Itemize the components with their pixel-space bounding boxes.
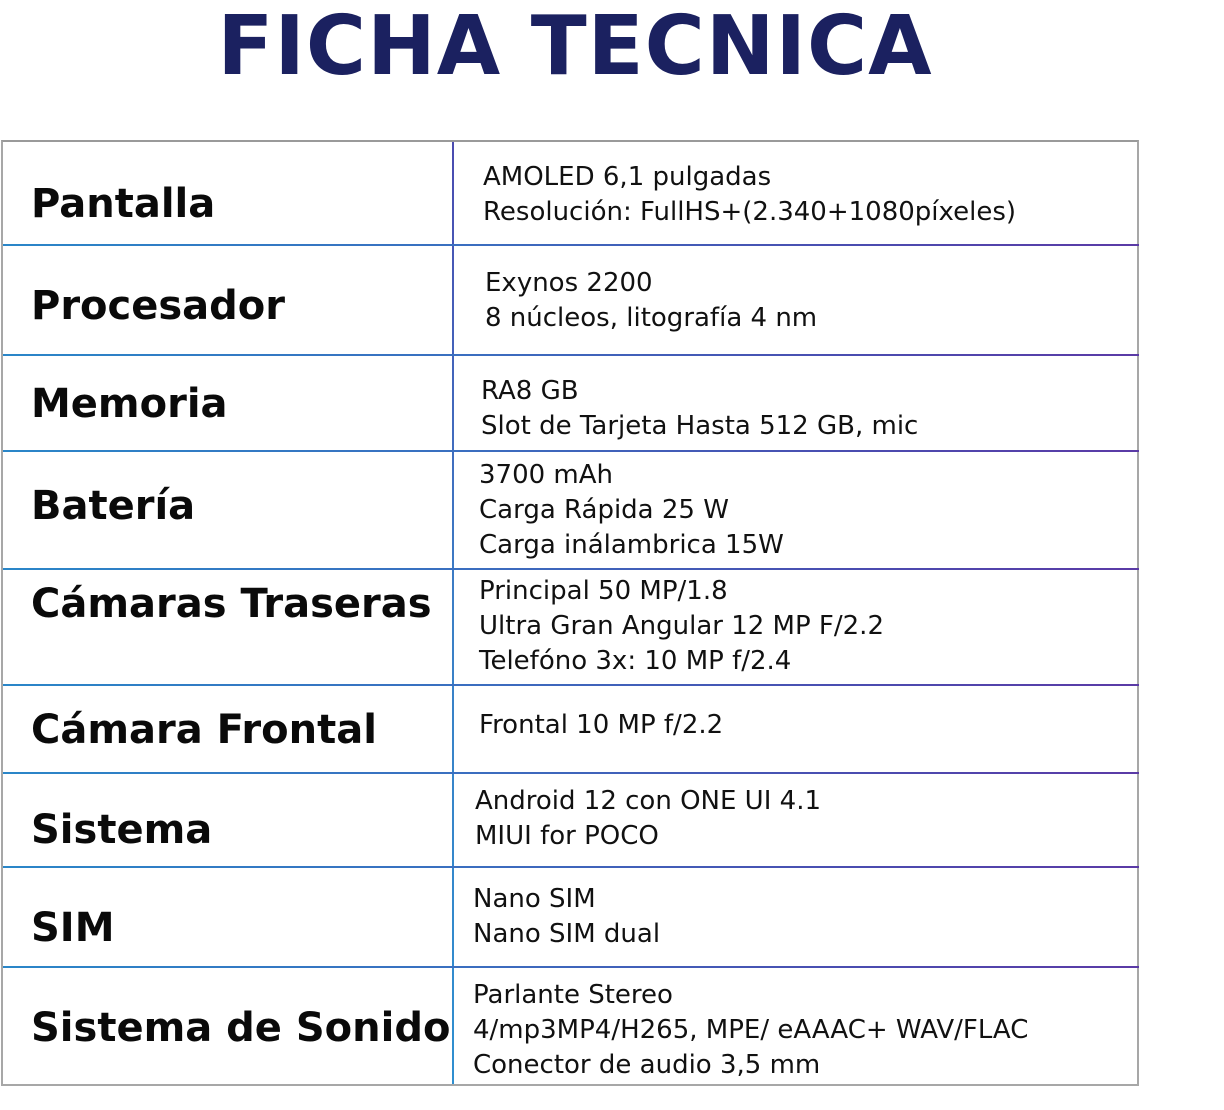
spec-value: Telefóno 3x: 10 MP f/2.4 — [479, 646, 792, 676]
spec-row-pantalla — [3, 142, 1139, 244]
spec-row-bateria — [3, 450, 1139, 568]
spec-values — [475, 784, 821, 854]
page-title: FICHA TECNICA — [217, 0, 933, 94]
spec-row-camara-frontal — [3, 684, 1139, 772]
spec-values — [479, 458, 784, 563]
spec-value: Nano SIM dual — [473, 919, 661, 949]
spec-value: Android 12 con ONE UI 4.1 — [475, 786, 821, 816]
spec-value: Slot de Tarjeta Hasta 512 GB, mic — [481, 411, 919, 441]
spec-value: 8 núcleos, litografía 4 nm — [485, 303, 818, 333]
spec-label: Pantalla — [31, 181, 216, 227]
spec-values — [481, 374, 918, 444]
spec-value: Carga inálambrica 15W — [479, 530, 784, 560]
spec-label: Sistema — [31, 807, 213, 853]
spec-values — [473, 978, 1028, 1083]
spec-row-sistema — [3, 772, 1139, 866]
spec-value: 4/mp3MP4/H265, MPE/ eAAAC+ WAV/FLAC — [473, 1015, 1029, 1045]
spec-value: Parlante Stereo — [473, 980, 673, 1010]
spec-label: Procesador — [31, 283, 286, 329]
spec-values — [473, 882, 660, 952]
spec-row-procesador — [3, 244, 1139, 354]
spec-label: Cámaras Traseras — [31, 581, 432, 627]
spec-values — [485, 266, 817, 336]
spec-value: Ultra Gran Angular 12 MP F/2.2 — [479, 611, 884, 641]
spec-value: Principal 50 MP/1.8 — [479, 576, 728, 606]
spec-row-sim — [3, 866, 1139, 966]
spec-value: Exynos 2200 — [485, 268, 653, 298]
spec-row-sistema-de-sonido — [3, 966, 1139, 1084]
spec-label: Sistema de Sonido — [31, 1005, 451, 1051]
spec-label: Batería — [31, 483, 196, 529]
spec-label: SIM — [31, 905, 115, 951]
spec-row-memoria — [3, 354, 1139, 450]
spec-value: AMOLED 6,1 pulgadas — [483, 162, 772, 192]
spec-row-camaras-traseras — [3, 568, 1139, 684]
spec-value: Frontal 10 MP f/2.2 — [479, 710, 724, 740]
spec-value: Resolución: FullHS+(2.340+1080píxeles) — [483, 197, 1017, 227]
spec-value: Conector de audio 3,5 mm — [473, 1050, 821, 1080]
spec-value: RA8 GB — [481, 376, 579, 406]
spec-values — [483, 160, 1016, 230]
spec-label: Memoria — [31, 381, 228, 427]
spec-label: Cámara Frontal — [31, 707, 377, 753]
spec-value: Nano SIM — [473, 884, 596, 914]
spec-value: Carga Rápida 25 W — [479, 495, 729, 525]
spec-value: MIUI for POCO — [475, 821, 659, 851]
spec-table — [1, 140, 1139, 1086]
spec-values — [479, 574, 884, 679]
spec-value: 3700 mAh — [479, 460, 614, 490]
spec-values — [479, 708, 723, 743]
